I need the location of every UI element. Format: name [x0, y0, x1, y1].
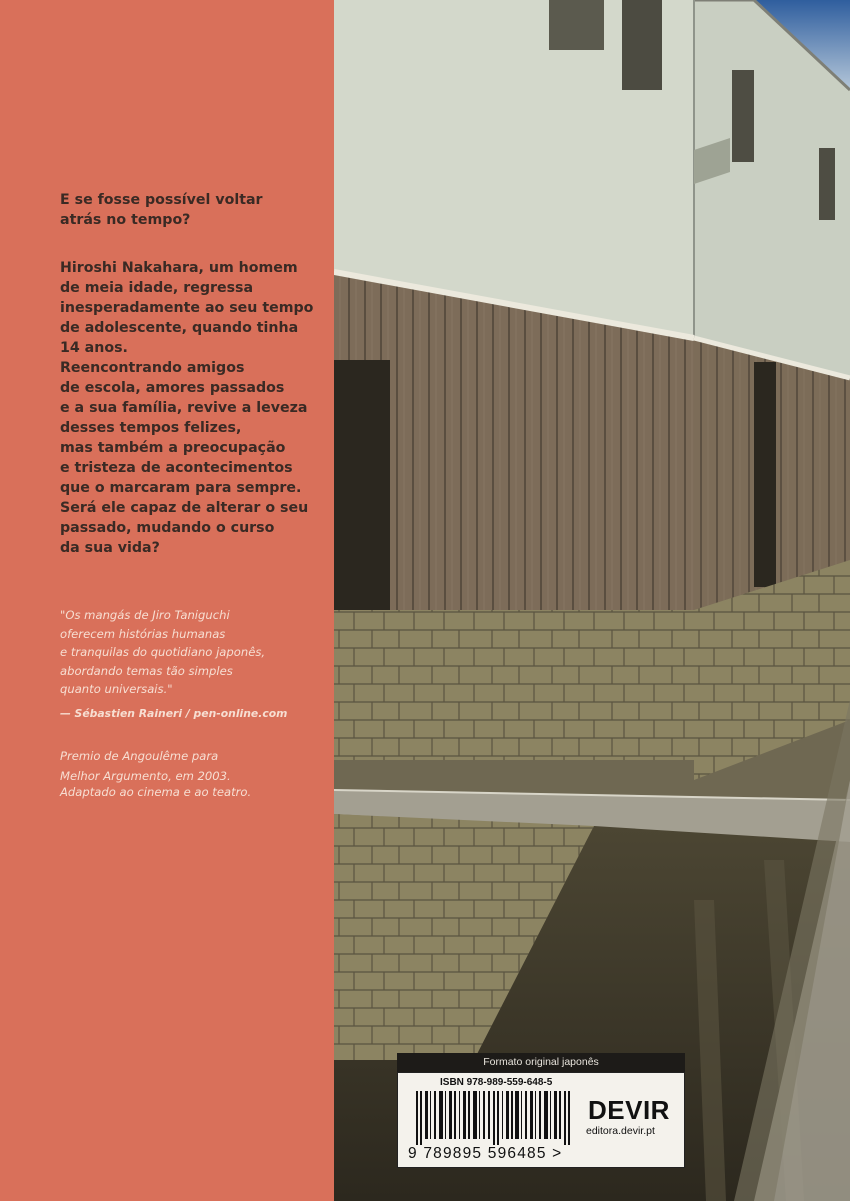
synopsis-line: Será ele capaz de alterar o seu	[60, 500, 309, 516]
format-label: Formato original japonês	[397, 1053, 685, 1072]
synopsis-line: de adolescente, quando tinha	[60, 320, 299, 336]
synopsis-line: inesperadamente ao seu tempo	[60, 300, 314, 316]
quote-line: abordando temas tão simples	[60, 663, 233, 678]
barcode-label	[397, 1072, 685, 1168]
quote-line: quanto universais."	[60, 682, 173, 696]
synopsis-block	[60, 258, 313, 558]
synopsis-line: que o marcaram para sempre.	[60, 480, 302, 496]
synopsis-line: passado, mudando o curso	[60, 520, 275, 536]
synopsis-line: e a sua família, revive a leveza	[60, 400, 308, 416]
canal-illustration	[334, 0, 850, 1201]
synopsis-line: da sua vida?	[60, 540, 160, 556]
barcode	[416, 1091, 576, 1145]
synopsis-line: de escola, amores passados	[60, 380, 285, 396]
synopsis-line: Reencontrando amigos	[60, 360, 245, 376]
award-line: Melhor Argumento, em 2003.	[60, 769, 231, 783]
publisher-logo: DEVIR	[588, 1095, 670, 1125]
award-line: Premio de Angoulême para	[60, 749, 219, 763]
text-panel	[0, 0, 334, 1201]
review-quote	[60, 606, 265, 699]
synopsis-line: mas também a preocupação	[60, 440, 286, 456]
isbn-text: ISBN 978-989-559-648-5	[440, 1077, 553, 1088]
question-line: atrás no tempo?	[60, 212, 191, 228]
publisher-website: editora.devir.pt	[586, 1125, 655, 1137]
synopsis-line: 14 anos.	[60, 340, 128, 356]
question-line: E se fosse possível voltar	[60, 192, 263, 208]
quote-attribution: — Sébastien Raineri / pen-online.com	[60, 707, 288, 720]
adaptation-note: Adaptado ao cinema e ao teatro.	[60, 785, 252, 799]
award-note	[60, 746, 231, 786]
quote-line: e tranquilas do quotidiano japonês,	[60, 645, 266, 659]
synopsis-line: Hiroshi Nakahara, um homem	[60, 260, 298, 276]
synopsis-line: desses tempos felizes,	[60, 420, 242, 436]
barcode-digits: 9 789895 596485 >	[408, 1145, 563, 1162]
synopsis-line: de meia idade, regressa	[60, 280, 254, 296]
synopsis-line: e tristeza de acontecimentos	[60, 460, 293, 476]
quote-line: oferecem histórias humanas	[60, 626, 226, 641]
quote-line: "Os mangás de Jiro Taniguchi	[60, 608, 230, 622]
question-block	[60, 190, 263, 230]
